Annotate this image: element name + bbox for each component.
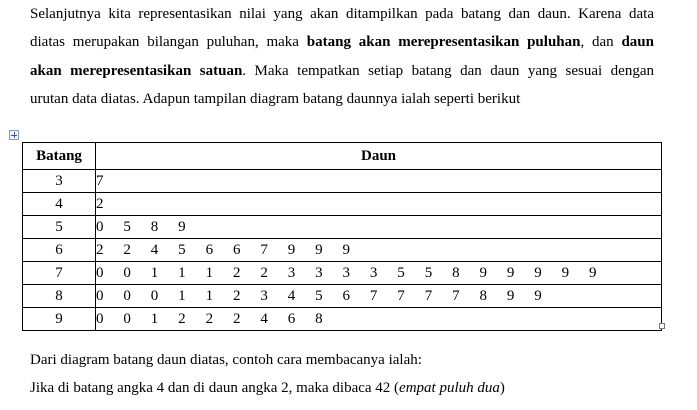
table-row — [23, 308, 662, 331]
leaf-digit: 1 — [178, 264, 186, 281]
stem-leaf-table — [22, 142, 662, 331]
leaf-digit: 7 — [452, 287, 460, 304]
leaf-digit: 0 — [96, 218, 104, 235]
leaf-digit: 9 — [534, 287, 542, 304]
reading-line-1: Dari diagram batang daun diatas, contoh cara membacanya ialah: — [30, 352, 422, 368]
intro-text: . Maka tempatkan setiap batang dan daun yang sesuai dengan — [242, 62, 655, 79]
reading-text: Jika di batang angka 4 dan di daun angka 2, maka dibaca 42 ( — [30, 380, 400, 397]
stem-cell: 7 — [23, 262, 96, 285]
intro-line-4: urutan data diatas. Adapun tampilan diagram batang daunnya ialah seperti berikut — [30, 90, 521, 107]
leaf-digit: 6 — [287, 310, 296, 327]
header-leaf: Daun — [96, 143, 662, 170]
leaf-digit: 6 — [205, 241, 214, 258]
leaf-digit: 2 — [232, 310, 241, 327]
reading-line-2 — [30, 374, 654, 402]
leaf-digit: 7 — [260, 241, 268, 258]
stem-cell: 8 — [23, 285, 96, 308]
leaf-digit: 9 — [342, 241, 351, 258]
leaf-digit: 8 — [452, 264, 460, 281]
leaf-digit: 1 — [205, 264, 214, 281]
leaf-digit: 7 — [369, 287, 378, 304]
leaf-digit: 9 — [534, 264, 542, 281]
leaf-digit: 4 — [287, 287, 296, 304]
leaf-digit: 9 — [589, 264, 597, 281]
intro-text: diatas merupakan bilangan puluhan, maka — [30, 34, 307, 51]
stem-cell: 4 — [23, 193, 96, 216]
leaf-digit: 3 — [260, 287, 268, 304]
leaf-digit: 2 — [232, 264, 241, 281]
leaf-digit: 9 — [506, 264, 515, 281]
leaf-digit: 0 — [150, 287, 159, 304]
leaf-digit: 5 — [315, 287, 323, 304]
stem-cell: 3 — [23, 170, 96, 193]
leaf-digit: 3 — [342, 264, 351, 281]
leaf-digit: 2 — [96, 195, 104, 212]
leaf-digit: 5 — [397, 264, 405, 281]
intro-bold-text: akan merepresentasikan satuan — [30, 62, 243, 79]
leaf-digit: 1 — [150, 310, 159, 327]
table-move-handle-icon[interactable] — [9, 130, 19, 140]
leaf-digit: 1 — [205, 287, 214, 304]
intro-line-3 — [30, 57, 654, 85]
leaf-digit: 7 — [96, 172, 104, 189]
leaf-digit: 8 — [479, 287, 487, 304]
leaf-digit: 5 — [123, 218, 131, 235]
leaf-digit: 5 — [178, 241, 186, 258]
leaf-digit: 8 — [315, 310, 323, 327]
table-resize-handle[interactable] — [659, 323, 665, 329]
stem-cell: 6 — [23, 239, 96, 262]
intro-line-1: Selanjutnya kita representasikan nilai yang akan ditampilkan pada batang dan daun. Karena data — [30, 6, 654, 22]
table-row — [23, 193, 662, 216]
leaf-digit: 9 — [315, 241, 323, 258]
stem-cell: 5 — [23, 216, 96, 239]
reading-italic-text: empat puluh dua — [399, 380, 500, 397]
leaf-digit: 0 — [96, 310, 104, 327]
leaf-digit: 4 — [260, 310, 268, 327]
leaf-cell — [96, 308, 662, 331]
header-stem: Batang — [23, 143, 96, 170]
intro-bold-text: daun — [621, 34, 654, 51]
reading-paragraph — [30, 346, 654, 403]
leaf-digit: 6 — [342, 287, 351, 304]
leaf-digit: 4 — [150, 241, 159, 258]
leaf-digit: 9 — [287, 241, 296, 258]
table-row — [23, 170, 662, 193]
leaf-cell — [96, 170, 662, 193]
leaf-digit: 9 — [479, 264, 487, 281]
intro-line-2 — [30, 28, 654, 56]
intro-text: , dan — [580, 34, 622, 51]
leaf-digit: 2 — [260, 264, 268, 281]
leaf-cell — [96, 239, 662, 262]
leaf-digit: 2 — [205, 310, 214, 327]
reading-text: ) — [499, 380, 505, 397]
leaf-digit: 9 — [178, 218, 186, 235]
leaf-digit: 0 — [123, 310, 131, 327]
leaf-digit: 1 — [150, 264, 159, 281]
leaf-digit: 8 — [150, 218, 159, 235]
leaf-digit: 2 — [123, 241, 131, 258]
leaf-cell — [96, 285, 662, 308]
table-header-row — [23, 143, 662, 170]
leaf-digit: 6 — [232, 241, 241, 258]
table-row — [23, 239, 662, 262]
leaf-digit: 9 — [506, 287, 515, 304]
intro-paragraph — [30, 0, 654, 113]
table-body — [23, 170, 662, 331]
table-row — [23, 216, 662, 239]
leaf-digit: 0 — [96, 287, 104, 304]
leaf-digit: 3 — [287, 264, 296, 281]
leaf-digit: 0 — [123, 287, 131, 304]
leaf-cell — [96, 216, 662, 239]
leaf-digit: 3 — [315, 264, 323, 281]
leaf-digit: 7 — [397, 287, 405, 304]
leaf-digit: 2 — [178, 310, 186, 327]
leaf-digit: 0 — [123, 264, 131, 281]
leaf-digit: 3 — [369, 264, 378, 281]
table-row — [23, 262, 662, 285]
leaf-cell — [96, 262, 662, 285]
leaf-digit: 2 — [232, 287, 241, 304]
leaf-digit: 9 — [561, 264, 570, 281]
leaf-digit: 7 — [424, 287, 433, 304]
leaf-digit: 2 — [96, 241, 104, 258]
stem-cell: 9 — [23, 308, 96, 331]
intro-bold-text: batang akan merepresentasikan puluhan — [306, 34, 581, 51]
leaf-digit: 5 — [424, 264, 433, 281]
leaf-digit: 1 — [178, 287, 186, 304]
leaf-cell — [96, 193, 662, 216]
table-row — [23, 285, 662, 308]
leaf-digit: 0 — [96, 264, 104, 281]
